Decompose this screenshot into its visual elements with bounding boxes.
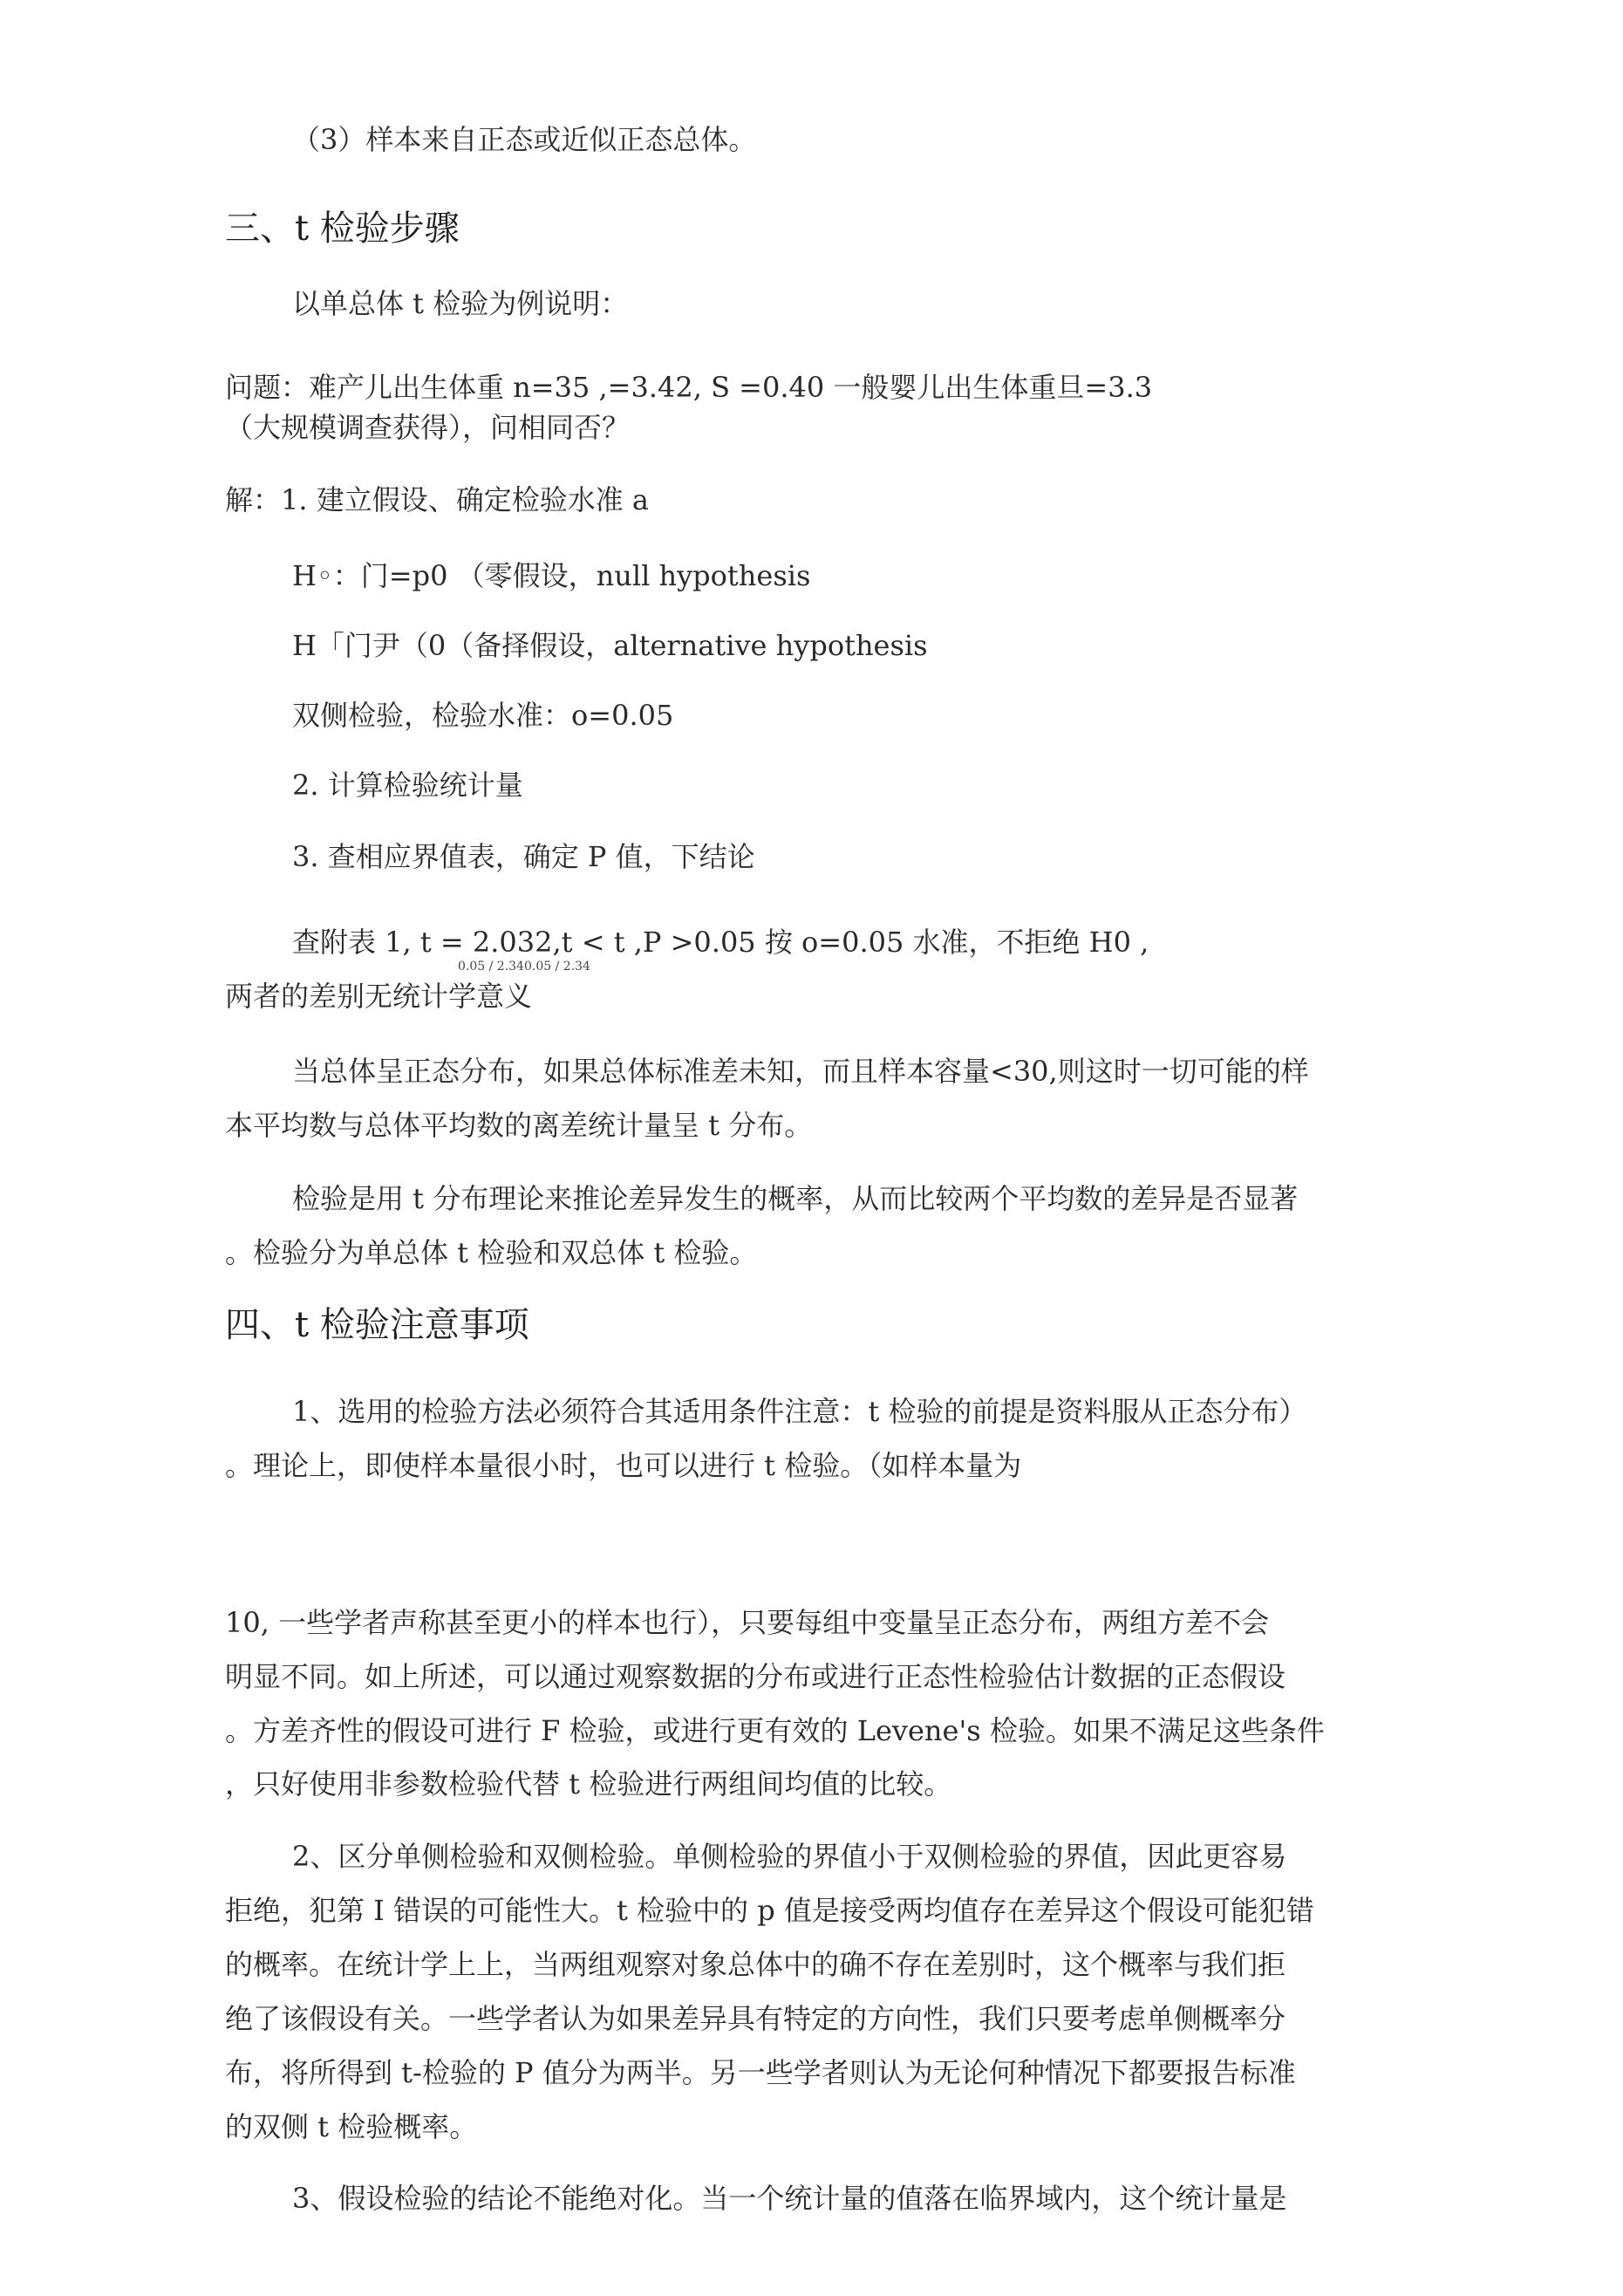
text-line: （大规模调查获得），问相同否？ [225, 411, 631, 444]
text-line: 以单总体 t 检验为例说明： [292, 287, 629, 320]
text-line: ，只好使用非参数检验代替 t 检验进行两组间均值的比较。 [225, 1767, 952, 1801]
text-line: H◦：门=p0 （零假设，null hypothesis [292, 559, 811, 592]
text-line: 两者的差别无统计学意义 [225, 980, 533, 1013]
text-line: 的双侧 t 检验概率。 [225, 2110, 478, 2143]
text-line: 2. 计算检验统计量 [292, 769, 523, 802]
text-line: H「门尹（0（备择假设，alternative hypothesis [292, 629, 928, 662]
text-line: 。检验分为单总体 t 检验和双总体 t 检验。 [225, 1236, 758, 1269]
text-line: 3. 查相应界值表，确定 P 值，下结论 [292, 840, 755, 873]
text-line: 的概率。在统计学上上，当两组观察对象总体中的确不存在差别时，这个概率与我们拒 [225, 1948, 1286, 1981]
text-line: 3、假设检验的结论不能绝对化。当一个统计量的值落在临界域内，这个统计量是 [292, 2182, 1287, 2215]
text-line: 明显不同。如上所述，可以通过观察数据的分布或进行正态性检验估计数据的正态假设 [225, 1660, 1286, 1693]
text-line: 10, 一些学者声称甚至更小的样本也行），只要每组中变量呈正态分布，两组方差不会 [225, 1606, 1270, 1639]
text-line: 绝了该假设有关。一些学者认为如果差异具有特定的方向性，我们只要考虑单侧概率分 [225, 2002, 1286, 2035]
text-line: 问题：难产儿出生体重 n=35 ,=3.42, S =0.40 一般婴儿出生体重旦=3.3 [225, 371, 1153, 404]
text-line: 2、区分单侧检验和双侧检验。单侧检验的界值小于双侧检验的界值，因此更容易 [292, 1840, 1287, 1873]
text-line: 布，将所得到 t-检验的 P 值分为两半。另一些学者则认为无论何种情况下都要报告标准 [225, 2056, 1296, 2089]
text-line: 本平均数与总体平均数的离差统计量呈 t 分布。 [225, 1109, 813, 1142]
text-line: 检验是用 t 分布理论来推论差异发生的概率，从而比较两个平均数的差异是否显著 [292, 1182, 1299, 1215]
subscript-note: 0.05 / 2.340.05 / 2.34 [458, 960, 590, 974]
text-line: 双侧检验，检验水准：o=0.05 [292, 699, 674, 732]
text-line: 查附表 1, t = 2.032,t < t ,P >0.05 按 o=0.05 水准，不拒绝 H0 , [292, 926, 1149, 959]
text-line: 当总体呈正态分布，如果总体标准差未知，而且样本容量<30,则这时一切可能的样 [292, 1055, 1309, 1088]
text-line: （3）样本来自正态或近似正态总体。 [292, 123, 757, 156]
text-line: 1、选用的检验方法必须符合其适用条件注意：t 检验的前提是资料服从正态分布） [292, 1395, 1307, 1428]
text-line: 。理论上，即使样本量很小时，也可以进行 t 检验。（如样本量为 [225, 1449, 1022, 1482]
section-heading: 四、t 检验注意事项 [225, 1305, 529, 1345]
section-heading: 三、t 检验步骤 [225, 208, 460, 249]
text-line: 解：1. 建立假设、确定检验水准 a [225, 483, 649, 516]
text-line: 拒绝，犯第 I 错误的可能性大。t 检验中的 p 值是接受两均值存在差异这个假设可能犯错 [225, 1894, 1314, 1927]
text-line: 。方差齐性的假设可进行 F 检验，或进行更有效的 Levene's 检验。如果不满足这些条件 [225, 1714, 1325, 1747]
